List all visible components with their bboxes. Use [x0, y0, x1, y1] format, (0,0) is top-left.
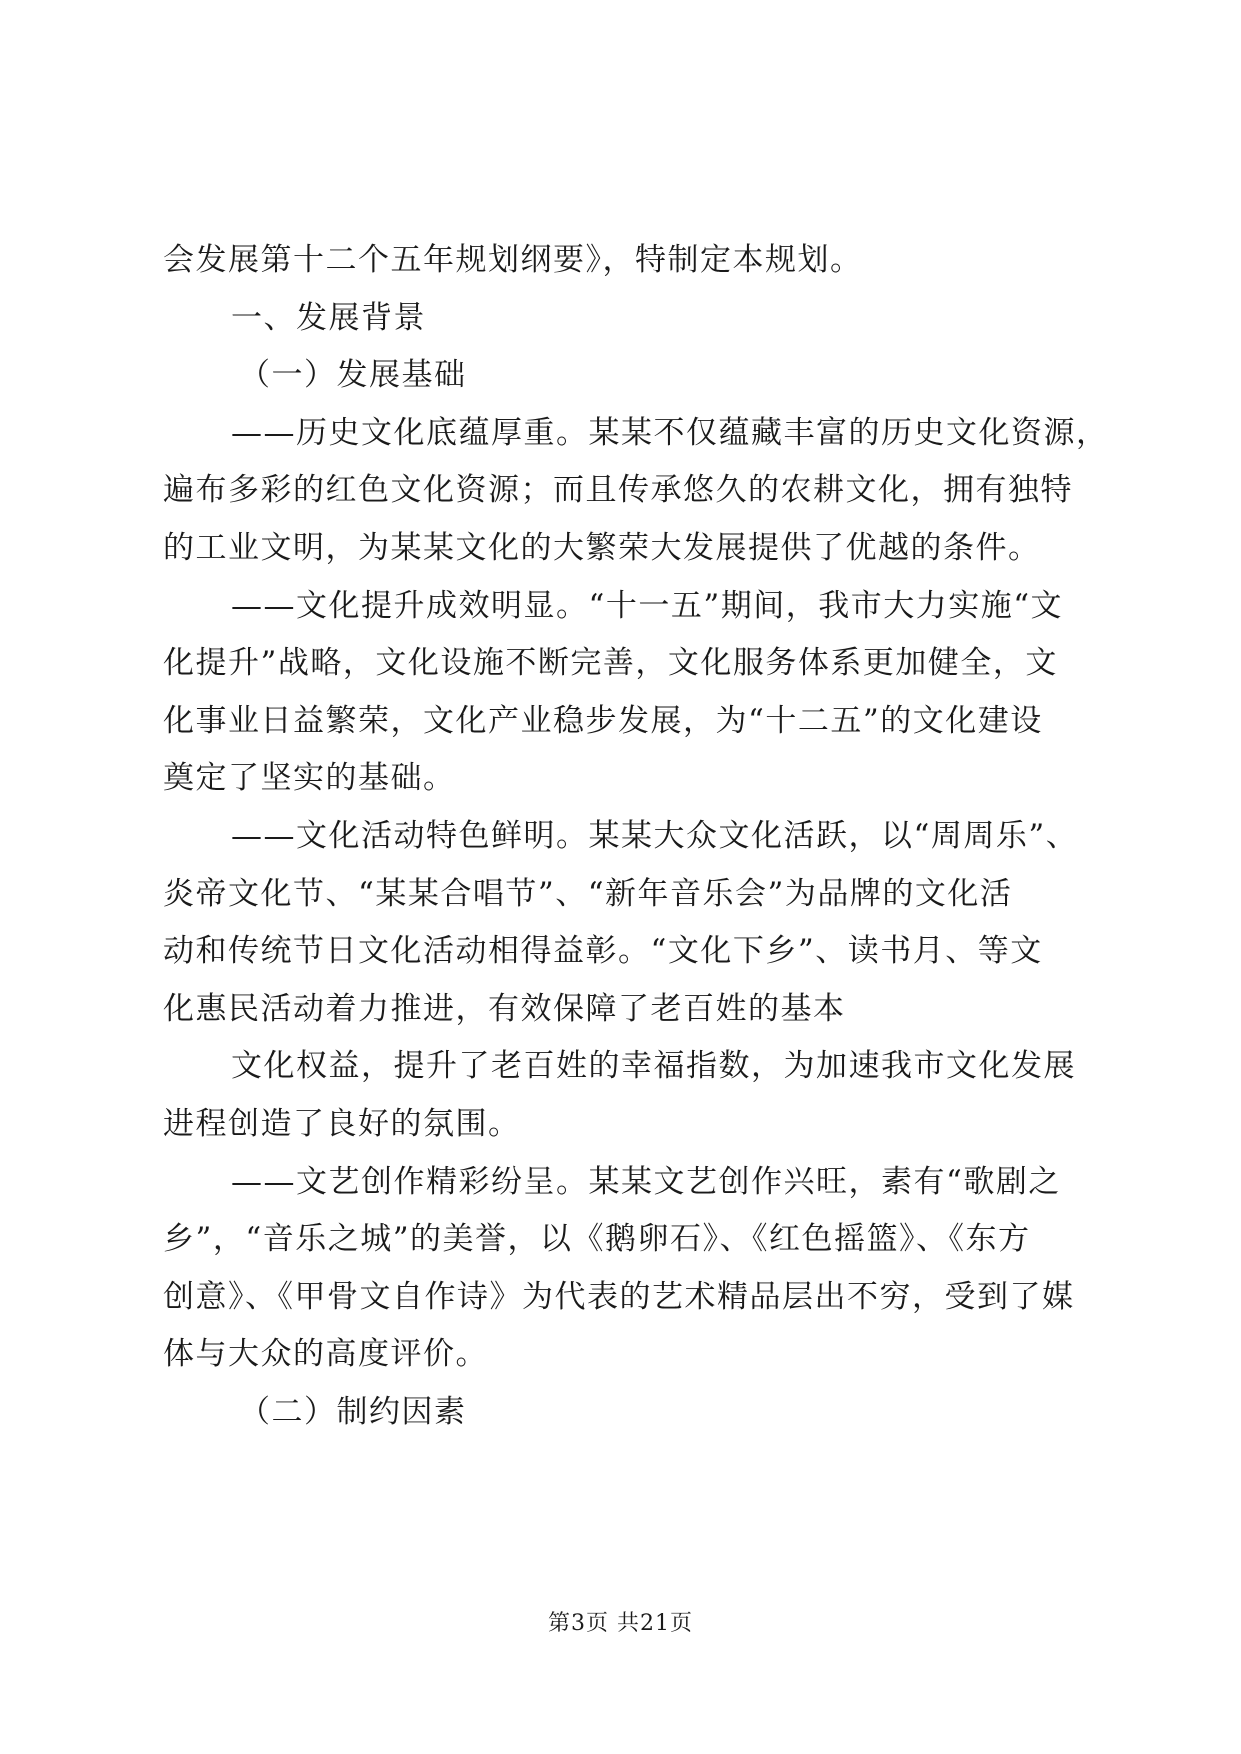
text-line: 乡”，“音乐之城”的美誉，以《鹅卵石》、《红色摇篮》、《东方	[163, 1221, 1031, 1258]
text-line: 化提升”战略，文化设施不断完善，文化服务体系更加健全，文	[163, 645, 1058, 682]
subsection-heading: （一）发展基础	[239, 357, 467, 394]
document-body	[163, 232, 1109, 1441]
section-heading: 一、发展背景	[231, 299, 426, 336]
text-line: 创意》、《甲骨文自作诗》为代表的艺术精品层出不穷，受到了媒	[163, 1278, 1075, 1315]
text-line: 化事业日益繁荣，文化产业稳步发展，为“十二五”的文化建设	[163, 702, 1043, 739]
text-line: 会发展第十二个五年规划纲要》，特制定本规划。	[163, 242, 863, 278]
text-line: 的工业文明，为某某文化的大繁荣大发展提供了优越的条件。	[163, 529, 1041, 566]
text-line: 炎帝文化节、“某某合唱节”、“新年音乐会”为品牌的文化活	[163, 875, 1013, 912]
text-line: 进程创造了良好的氛围。	[163, 1105, 521, 1142]
text-line: 文化权益，提升了老百姓的幸福指数，为加速我市文化发展	[231, 1048, 1076, 1085]
text-line: 动和传统节日文化活动相得益彰。“文化下乡”、读书月、等文	[163, 933, 1043, 970]
page-footer: 第3页 共21页	[548, 1611, 693, 1636]
text-line: 奠定了坚实的基础。	[163, 760, 456, 797]
text-line: 遍布多彩的红色文化资源；而且传承悠久的农耕文化，拥有独特	[163, 472, 1073, 509]
text-line: ——历史文化底蕴厚重。某某不仅蕴藏丰富的历史文化资源，	[231, 414, 1109, 451]
text-line: 化惠民活动着力推进，有效保障了老百姓的基本	[163, 990, 846, 1027]
text-line: ——文化提升成效明显。“十一五”期间，我市大力实施“文	[231, 587, 1064, 624]
text-line: 体与大众的高度评价。	[163, 1336, 488, 1373]
subsection-heading: （二）制约因素	[239, 1393, 467, 1430]
text-line: ——文艺创作精彩纷呈。某某文艺创作兴旺，素有“歌剧之	[231, 1163, 1061, 1200]
text-line: ——文化活动特色鲜明。某某大众文化活跃，以“周周乐”、	[231, 817, 1079, 854]
